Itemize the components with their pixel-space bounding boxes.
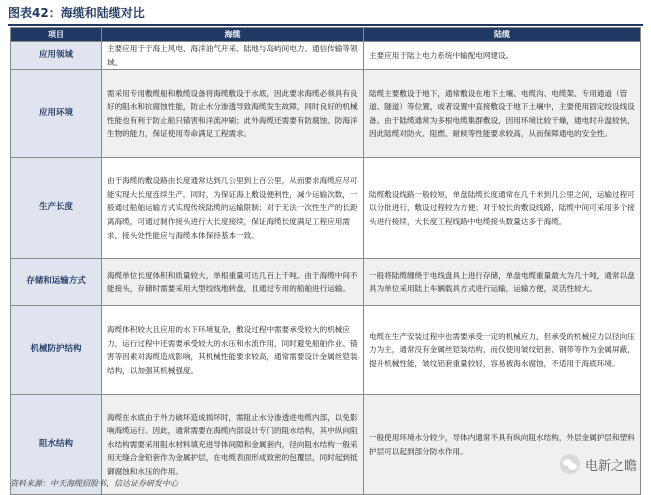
- source-note: 资料来源：中天海缆招股书，信达证券研发中心: [10, 479, 178, 488]
- table-row: [11, 306, 641, 395]
- table-row: [11, 158, 641, 259]
- header-land-cable: 陆缆: [364, 28, 641, 42]
- sea-cable-cell: 海缆在水底由于外力破坏造成损坏时，需阻止水分渗透进电缆内部，以免影响海缆运行。因此，通常需要在海缆内部设计专门的阻水结构，其中纵向阻水结构需要采用阻水材料填充进导体间隙和金属套内，径向阻水结构一般采用无缝合金铅套作为金属护层，在电缆表面形成致密的包覆层，同时起到抵御腐蚀和水压的作用。: [102, 395, 364, 495]
- land-cable-cell: 主要应用于陆上电力系统中输配电网建设。: [364, 42, 641, 70]
- land-cable-cell: 电缆在生产安装过程中也需要承受一定的机械应力，但承受的机械应力以径向压力为主，通常没有金属丝铠装结构，而仅使用皱纹铝套、钢带等作为金属屏蔽，提升机械性能，皱纹铝套重量较轻，容易被海水腐蚀，不适用于海底环境。: [364, 306, 641, 395]
- sea-cable-cell: 海缆体积较大且应用的水下环境复杂，敷设过程中需要承受较大的机械应力，运行过程中还需要承受较大的水压和水流作用，同时避免船舶作业、锚害等因素对海缆造成影响，其机械性能要求较高，通常需要设计金属丝铠装结构，以加强其机械强度。: [102, 306, 364, 395]
- land-cable-cell: 一般将陆缆缠绕于电线盘具上进行存储，单盘电缆重量最大为几十吨，通常以盘具为单位采用陆上车辆载具方式进行运输，运输方便，灵活性较大。: [364, 259, 641, 306]
- sea-cable-cell: 主要应用于于海上风电、海洋油气开采、陆地与岛屿间电力、通信传输等领域。: [102, 42, 364, 70]
- figure-title: 图表42：海缆和陆缆对比: [8, 6, 145, 20]
- row-label: 存储和运输方式: [11, 259, 102, 306]
- land-cable-cell: 陆缆主要敷设于地下，通常敷设在地下土壤、电缆沟、电缆架、专用通道（管道、隧道）等位置，或者设置中直接敷设于地下土壤中，主要使用固定绞设线设备。由于陆缆通常为多根电缆集群敷设，因用环境比较干燥，通电时升温较快，因此陆缆对防火、阻燃、耐候等性能要求较高，从而保障通电的安全性。: [364, 70, 641, 158]
- header-sea-cable: 海缆: [102, 28, 364, 42]
- land-cable-cell: 一般使用环境水分较少，导体内通常不具有纵向阻水结构，外层金属护层和塑料护层可以起到部分防水作用。: [364, 395, 641, 495]
- land-cable-cell: 陆缆敷设线路一般较短，单盘陆缆长度通常在几千米到几公里之间，运输过程可以分批进行，敷设过程较为方便；对于较长的敷设线路，陆缆中间可采用多个接头进行接续，大长度工程线路中电缆接头数量达多于海缆。: [364, 158, 641, 259]
- sea-cable-cell: 由于海缆的敷设路由长度通常达到几公里到上百公里，从而要求海缆应尽可能实现大长度连续生产。同时，为保证海上敷设便利性，减少运输次数，一般通过船舶运输方式实现传统陆缆的运输限制；对于无法一次性生产的长距离海缆，可通过制作接头进行大长度接续，保证海缆长度满足工程应用需求，接头处性能应与海缆本体保持基本一致。: [102, 158, 364, 259]
- sea-cable-cell: 海缆单位长度体积和质量较大，单根重量可达几百上千吨。由于海缆中间不能接头，存储时需要采用大型绞线地转盘，且通过专用的船舶进行运输。: [102, 259, 364, 306]
- watermark-text: 电新之瞻: [584, 458, 637, 474]
- watermark: [560, 454, 637, 474]
- row-label: 应用领域: [11, 42, 102, 70]
- row-label: 应用环境: [11, 70, 102, 158]
- header-item: 项目: [11, 28, 102, 42]
- row-label: 阻水结构: [11, 395, 102, 495]
- wechat-icon: [560, 454, 580, 474]
- row-label: 机械防护结构: [11, 306, 102, 395]
- table-row: [11, 70, 641, 158]
- table-row: [11, 42, 641, 70]
- comparison-table: [10, 27, 641, 495]
- header-row: [11, 28, 641, 42]
- row-label: 生产长度: [11, 158, 102, 259]
- table-row: [11, 259, 641, 306]
- title-divider: [8, 24, 643, 26]
- sea-cable-cell: 需采用专用敷缆船和敷缆设备将海缆敷设于水底，因此要求海缆必须具有良好的阻水和抗腐蚀性能，防止水分渗透导致海缆发生故障，同时良好的机械性能也有利于防止船只锚害和洋流冲刷；此外海缆还需要有防腐蚀、防海洋生物的能力，保证使用寿命满足工程需求。: [102, 70, 364, 158]
